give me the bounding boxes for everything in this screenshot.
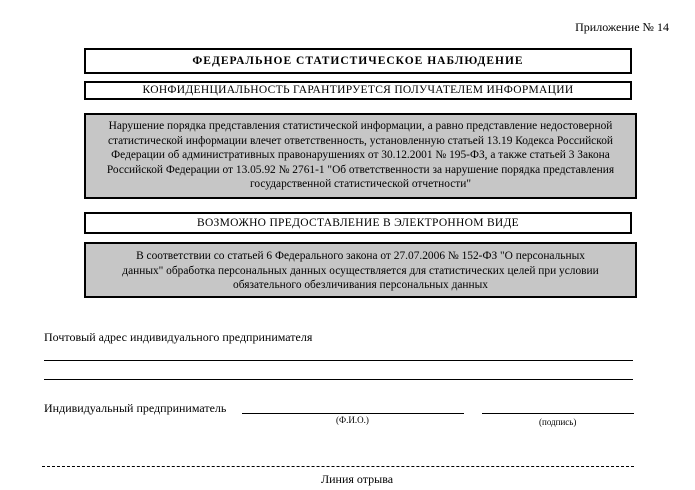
- signature-line[interactable]: [482, 413, 634, 414]
- penalty-line: государственной статистической отчетности": [249, 178, 472, 191]
- penalty-line: Нарушение порядка представления статистической информации, а равно представление недостоверной: [108, 120, 613, 132]
- fio-caption: (Ф.И.О.): [336, 415, 369, 425]
- postal-address-line-1[interactable]: [44, 360, 633, 361]
- personal-data-notice: [84, 242, 637, 298]
- penalty-line: Федерации об административных правонарушениях от 30.12.2001 № 195-ФЗ, а также статьей 3 Закона: [111, 149, 610, 162]
- signature-caption: (подпись): [539, 417, 577, 427]
- fio-line[interactable]: [242, 413, 464, 414]
- penalty-line: статистической информации влечет ответственность, установленную статьей 13.19 Кодекса Российской: [107, 134, 613, 147]
- penalty-line: Российской Федерации от 13.05.92 № 2761-1 "Об ответственности за нарушение порядка представления: [106, 163, 615, 176]
- postal-address-line-2[interactable]: [44, 379, 633, 380]
- postal-address-label: Почтовый адрес индивидуального предпринимателя: [44, 330, 313, 344]
- confidentiality-notice: КОНФИДЕНЦИАЛЬНОСТЬ ГАРАНТИРУЕТСЯ ПОЛУЧАТЕЛЕМ ИНФОРМАЦИИ: [84, 81, 632, 100]
- form-title: ФЕДЕРАЛЬНОЕ СТАТИСТИЧЕСКОЕ НАБЛЮДЕНИЕ: [84, 48, 632, 74]
- personal-data-line: обязательного обезличивания персональных данных: [233, 279, 488, 292]
- personal-data-line: данных" обработка персональных данных осуществляется для статистических целей при условии: [122, 264, 599, 277]
- electronic-submission-notice: ВОЗМОЖНО ПРЕДОСТАВЛЕНИЕ В ЭЛЕКТРОННОМ ВИДЕ: [84, 212, 632, 234]
- appendix-number: Приложение № 14: [575, 20, 669, 34]
- tear-line-label: Линия отрыва: [321, 472, 394, 486]
- tear-line-dashes: [42, 466, 634, 467]
- penalty-notice: [84, 113, 637, 199]
- entrepreneur-label: Индивидуальный предприниматель: [44, 401, 227, 415]
- personal-data-line: В соответствии со статьей 6 Федерального закона от 27.07.2006 № 152-ФЗ "О персональных: [136, 250, 585, 262]
